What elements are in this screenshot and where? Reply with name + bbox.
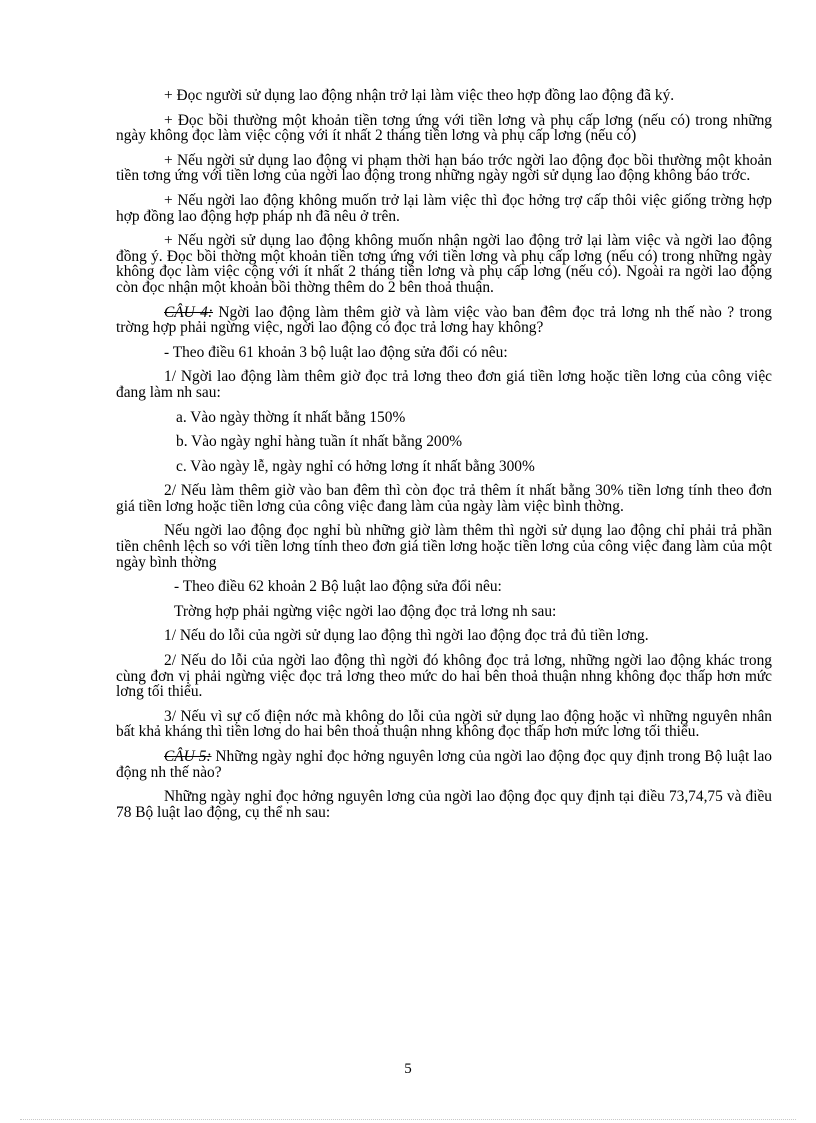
work-stoppage-item-3: 3/ Nếu vì sự cố điện nớc mà không do lỗi của ngời sử dụng lao động hoặc vì những nguyên nhân bất khả kháng thì tiền lơng do hai bên thoả thuận nhng không đọc thấp hơn mức lơng tối thiểu. xyxy=(116,707,772,741)
question-5-text: Những ngày nghỉ đọc hởng nguyên lơng của ngời lao động đọc quy định trong Bộ luật lao động nh thế nào? xyxy=(116,748,772,781)
paragraph-compensation: + Đọc bồi thường một khoản tiền tơng ứng với tiền lơng và phụ cấp lơng (nếu có) trong những ngày không đọc làm việc cộng với ít nhất 2 tháng tiền lơng và phụ cấp lơng (nếu có) xyxy=(116,111,772,145)
overtime-item-1: 1/ Ngời lao động làm thêm giờ đọc trả lơng theo đơn giá tiền lơng hoặc tiền lơng của công việc đang làm nh sau: xyxy=(116,368,772,401)
law-61-intro: - Theo điều 61 khoản 3 bộ luật lao động sửa đổi có nêu: xyxy=(164,343,508,361)
overtime-item-b: b. Vào ngày nghỉ hàng tuần ít nhất bằng 200% xyxy=(176,433,463,451)
work-stoppage-item-1: 1/ Nếu do lỗi của ngời sử dụng lao động thì ngời lao động đọc trả đủ tiền lơng. xyxy=(164,627,649,645)
paragraph-employer-refuses: + Nếu ngời sử dụng lao động không muốn nhận ngời lao động trở lại làm việc và ngời lao động đồng ý. Đọc bồi thờng một khoản tiền tơng ứng với tiền lơng và phụ cấp lơng (nếu có) trong những ngày không đọc làm việc cộng với ít nhất 2 tháng tiền lơng và phụ cấp lơng (nếu có). Ngoài ra ngời lao động còn đọc nhận một khoản bồi thờng thêm do 2 bên thoả thuận. xyxy=(116,232,772,296)
question-5-label: CÂU 5: xyxy=(164,748,212,765)
paragraph-notice-violation: + Nếu ngời sử dụng lao động vi phạm thời hạn báo trớc ngời lao động đọc bồi thường một khoản tiền tơng ứng với tiền lơng của ngời lao động trong những ngày ngời sử dụng lao động không báo trớc. xyxy=(116,151,772,185)
overtime-item-a: a. Vào ngày thờng ít nhất bằng 150% xyxy=(176,408,406,426)
overtime-item-c: c. Vào ngày lễ, ngày nghỉ có hởng lơng ít nhất bằng 300% xyxy=(176,457,535,475)
question-4-label: CÂU 4: xyxy=(164,303,214,321)
paragraph-severance: + Nếu ngời lao động không muốn trở lại làm việc thì đọc hởng trợ cấp thôi việc giống trờng hợp hợp đồng lao động hợp pháp nh đã nêu ở trên. xyxy=(116,191,772,225)
work-stoppage-intro: Trờng hợp phải ngừng việc ngời lao động đọc trả lơng nh sau: xyxy=(174,602,557,620)
question-5 xyxy=(116,749,772,780)
answer-5-intro: Những ngày nghỉ đọc hởng nguyên lơng của ngời lao động đọc quy định tại điều 73,74,75 và điều 78 Bộ luật lao động, cụ thể nh sau: xyxy=(116,788,772,821)
page-number: 5 xyxy=(404,1061,412,1077)
work-stoppage-item-2: 2/ Nếu do lỗi của ngời lao động thì ngời đó không đọc trả lơng, những ngời lao động khác trong cùng đơn vị phải ngừng việc đọc trả lơng theo mức do hai bên thoả thuận nhng không đọc thấp hơn mức lơng tối thiểu. xyxy=(116,652,772,701)
question-4 xyxy=(116,305,772,336)
paragraph-reinstatement: + Đọc người sử dụng lao động nhận trở lại làm việc theo hợp đồng lao động đã ký. xyxy=(164,87,675,104)
question-4-text: Ngời lao động làm thêm giờ và làm việc vào ban đêm đọc trả lơng nh thế nào ? trong trờng hợp phải ngừng việc, ngời lao động có đọc trả lơng hay không? xyxy=(116,303,772,337)
document-page xyxy=(116,88,772,829)
law-62-intro: - Theo điều 62 khoản 2 Bộ luật lao động sửa đổi nêu: xyxy=(174,578,502,596)
overtime-item-2: 2/ Nếu làm thêm giờ vào ban đêm thì còn đọc trả thêm ít nhất bằng 30% tiền lơng tính theo đơn giá tiền lơng hoặc tiền lơng của công việc đang làm của ngày làm việc bình thờng. xyxy=(116,482,772,515)
compensatory-rest: Nếu ngời lao động đọc nghỉ bù những giờ làm thêm thì ngời sử dụng lao động chỉ phải trả phần tiền chênh lệch so với tiền lơng tính theo đơn giá tiền lơng hoặc tiền lơng của công việc đang làm của một ngày bình thờng xyxy=(116,522,772,571)
page-bottom-divider xyxy=(20,1119,796,1120)
